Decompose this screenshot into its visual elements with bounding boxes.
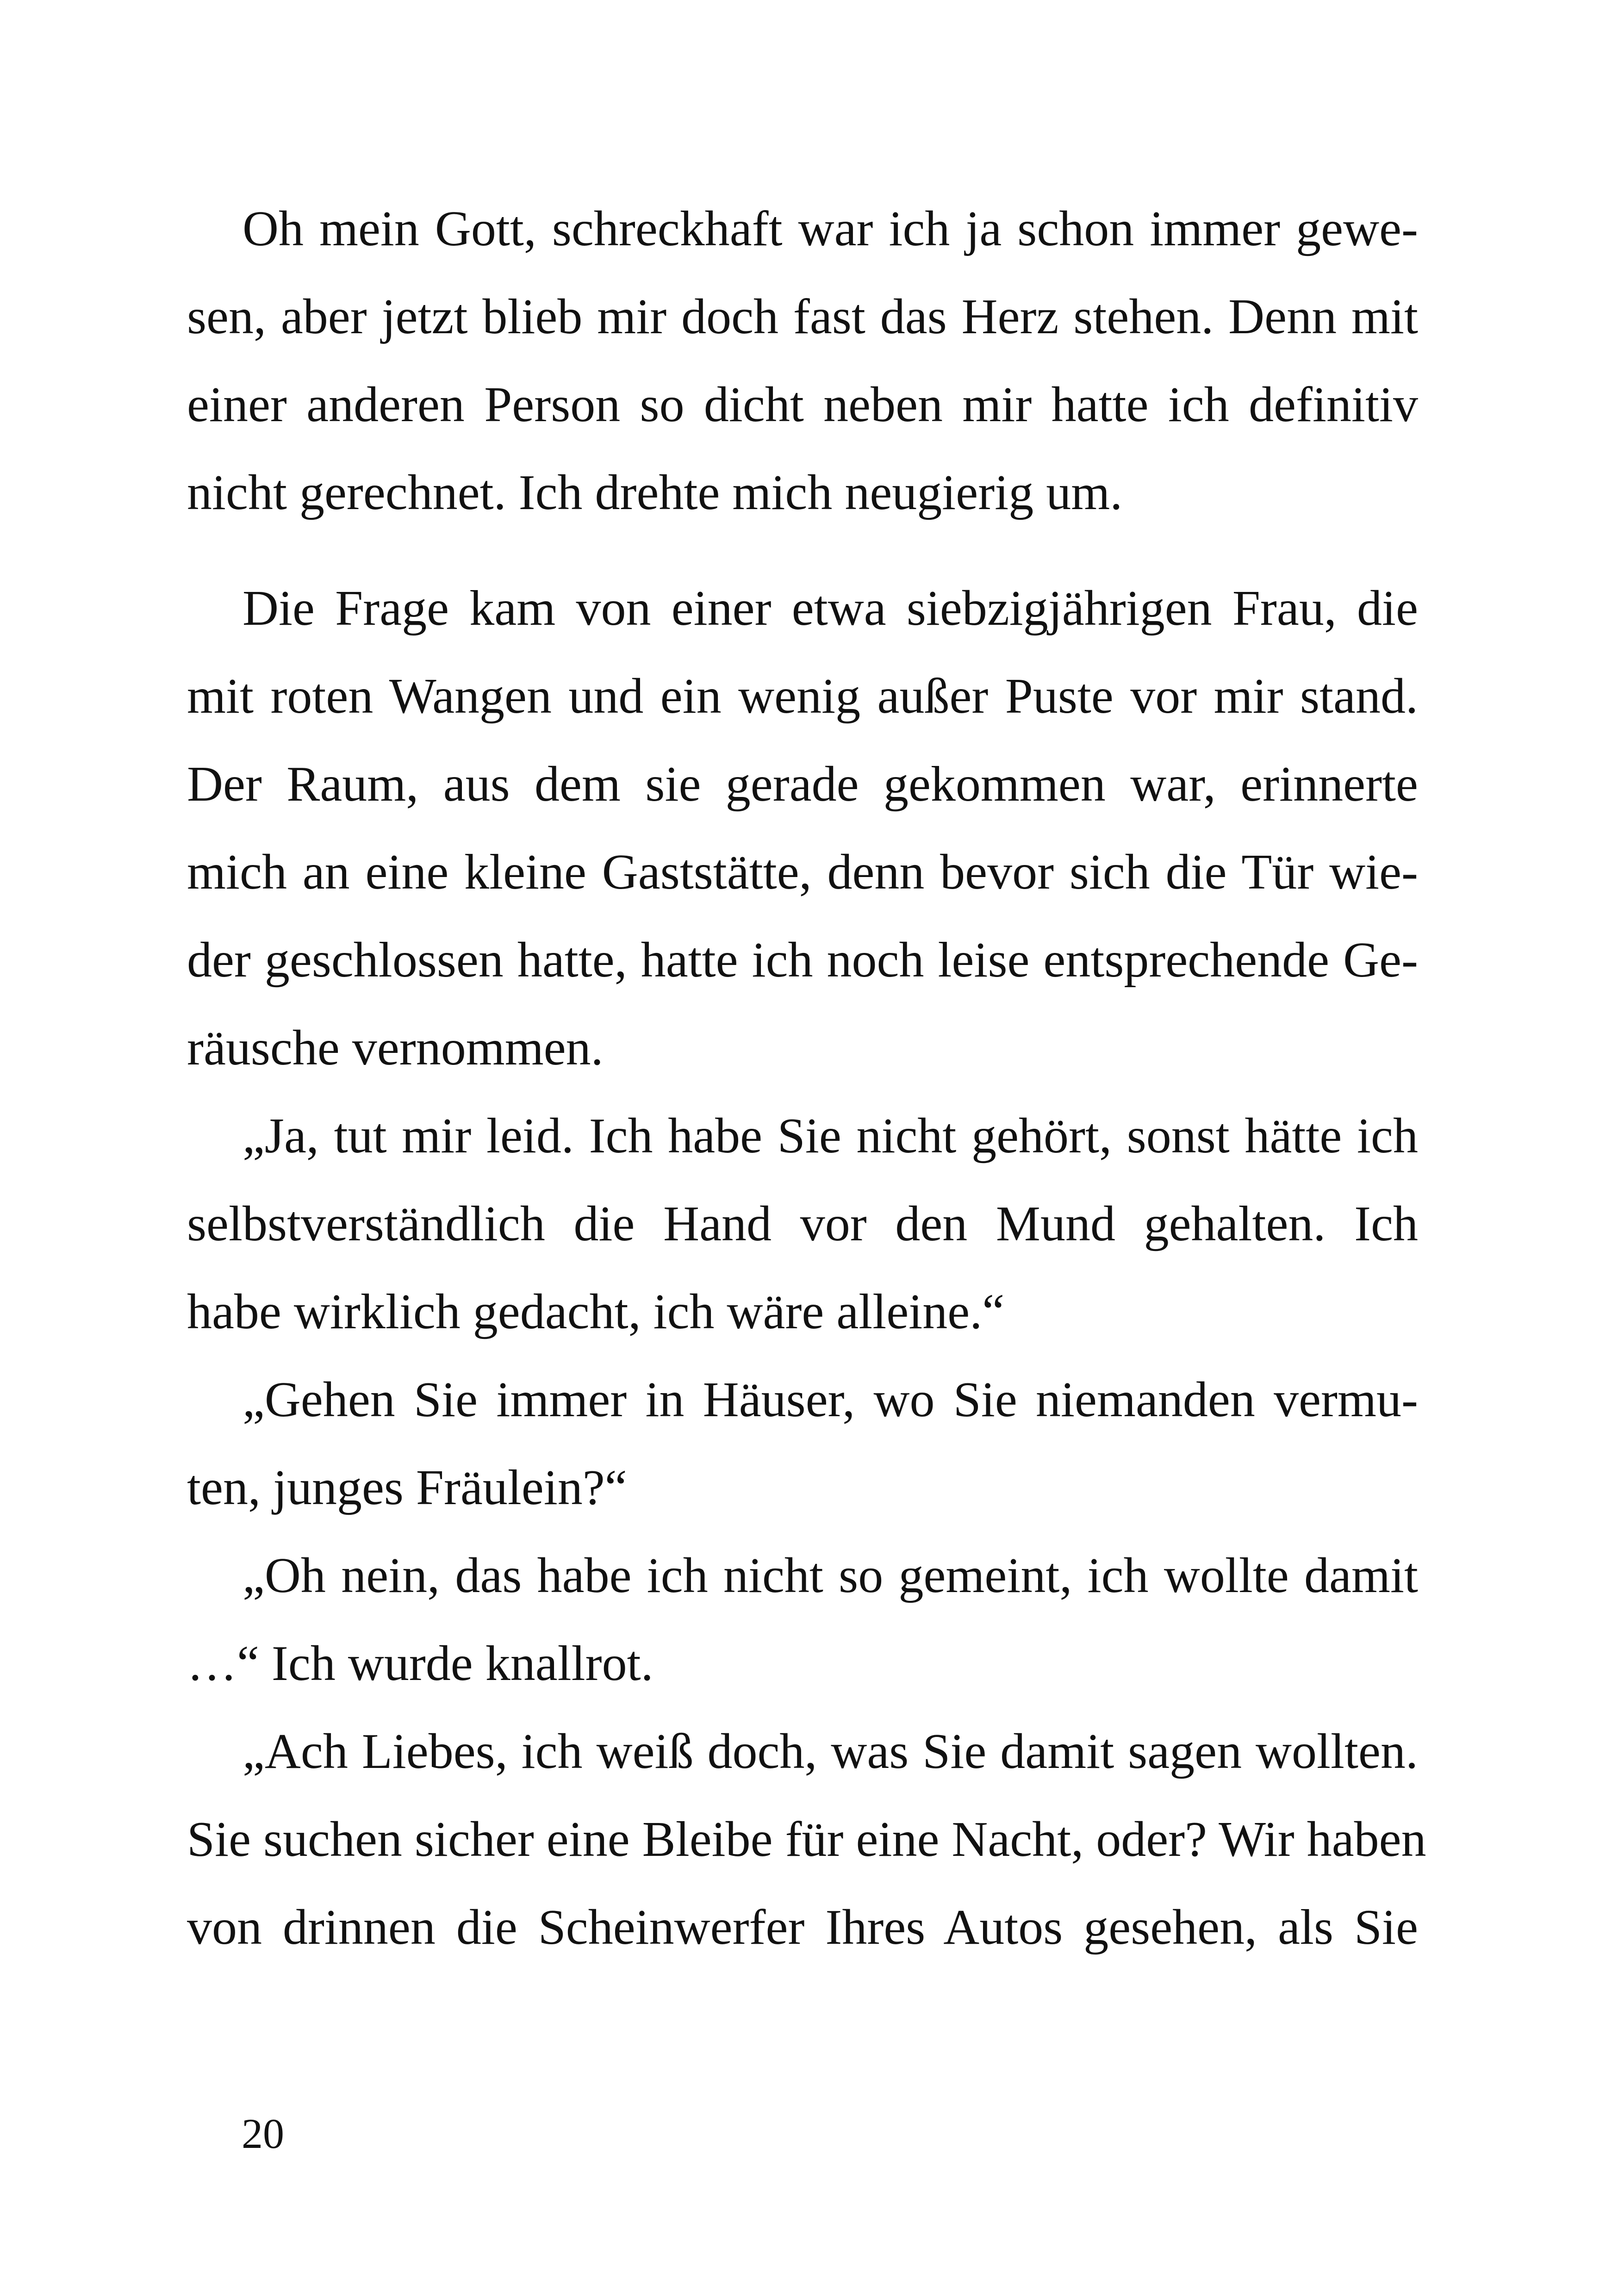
text-line: „Oh nein, das habe ich nicht so gemeint, ich wollte damit: [243, 1548, 1418, 1603]
text-line: mit roten Wangen und ein wenig außer Puste vor mir stand.: [187, 669, 1418, 724]
text-line: Die Frage kam von einer etwa siebzigjährigen Frau, die: [243, 581, 1418, 636]
text-line: „Ach Liebes, ich weiß doch, was Sie damit sagen wollten.: [243, 1724, 1418, 1779]
text-line: einer anderen Person so dicht neben mir hatte ich definitiv: [187, 377, 1418, 432]
text-line: Oh mein Gott, schreckhaft war ich ja schon immer gewe-: [243, 201, 1418, 256]
text-line: „Gehen Sie immer in Häuser, wo Sie niemanden vermu-: [243, 1372, 1418, 1427]
page-number: 20: [242, 2110, 284, 2157]
text-line: „Ja, tut mir leid. Ich habe Sie nicht gehört, sonst hätte ich: [243, 1108, 1418, 1164]
text-line: der geschlossen hatte, hatte ich noch leise entsprechende Ge-: [187, 933, 1418, 988]
text-line: räusche vernommen.: [187, 1020, 604, 1076]
text-line: selbstverständlich die Hand vor den Mund gehalten. Ich: [187, 1196, 1418, 1251]
text-line: Der Raum, aus dem sie gerade gekommen war, erinnerte: [187, 757, 1418, 812]
text-line: von drinnen die Scheinwerfer Ihres Autos gesehen, als Sie: [187, 1900, 1418, 1955]
text-line: mich an eine kleine Gaststätte, denn bevor sich die Tür wie-: [187, 845, 1418, 900]
text-line: nicht gerechnet. Ich drehte mich neugierig um.: [187, 465, 1123, 520]
text-line: habe wirklich gedacht, ich wäre alleine.“: [187, 1284, 1005, 1339]
text-line: ten, junges Fräulein?“: [187, 1460, 627, 1515]
text-line: sen, aber jetzt blieb mir doch fast das Herz stehen. Denn mit: [187, 289, 1418, 344]
text-line: Sie suchen sicher eine Bleibe für eine Nacht, oder? Wir haben: [187, 1812, 1426, 1867]
text-line: …“ Ich wurde knallrot.: [187, 1636, 653, 1691]
